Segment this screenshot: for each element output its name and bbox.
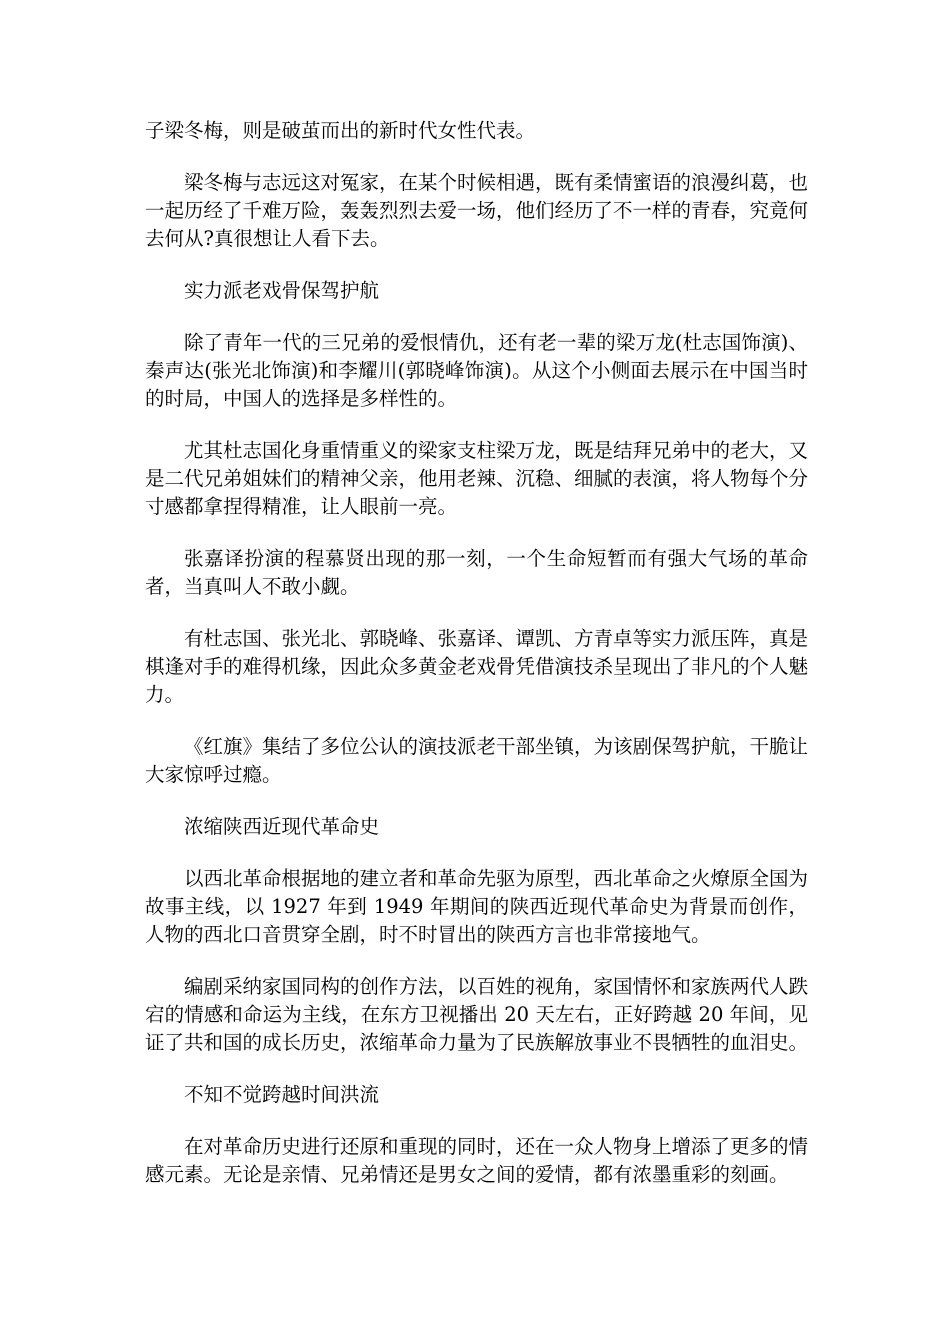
paragraph: 在对革命历史进行还原和重现的同时，还在一众人物身上增添了更多的情感元素。无论是亲情、兄弟情还是男女之间的爱情，都有浓墨重彩的刻画。 <box>145 1135 809 1186</box>
section-heading: 浓缩陕西近现代革命史 <box>184 815 380 838</box>
paragraph: 除了青年一代的三兄弟的爱恨情仇，还有老一辈的梁万龙(杜志国饰演)、秦声达(张光北饰演)和李耀川(郭晓峰饰演)。从这个小侧面去展示在中国当时的时局，中国人的选择是多样性的。 <box>145 331 808 410</box>
section-heading: 不知不觉跨越时间洪流 <box>184 1083 380 1106</box>
paragraph: 编剧采纳家国同构的创作方法，以百姓的视角，家国情怀和家族两代人跌宕的情感和命运为主线，在东方卫视播出 20 天左右，正好跨越 20 年间，见证了共和国的成长历史，浓缩革命力量为了民族解放事业不畏牺牲的血泪史。 <box>145 975 809 1054</box>
section-heading: 实力派老戏骨保驾护航 <box>184 279 380 302</box>
paragraph: 尤其杜志国化身重情重义的梁家支柱梁万龙，既是结拜兄弟中的老大，又是二代兄弟姐妹们的精神父亲，他用老辣、沉稳、细腻的表演，将人物每个分寸感都拿捏得精准，让人眼前一亮。 <box>145 439 809 518</box>
document-body <box>145 117 808 1213</box>
paragraph-continued: 子梁冬梅，则是破茧而出的新时代女性代表。 <box>145 119 536 142</box>
paragraph: 以西北革命根据地的建立者和革命先驱为原型，西北革命之火燎原全国为故事主线，以 1927 年到 1949 年期间的陕西近现代革命史为背景而创作，人物的西北口音贯穿全剧，时不时冒出的陕西方言也非常接地气。 <box>145 867 809 946</box>
paragraph: 《红旗》集结了多位公认的演技派老干部坐镇，为该剧保驾护航，干脆让大家惊呼过瘾。 <box>145 735 809 786</box>
paragraph: 梁冬梅与志远这对冤家，在某个时候相遇，既有柔情蜜语的浪漫纠葛，也一起历经了千难万险，轰轰烈烈去爱一场，他们经历了不一样的青春，究竟何去何从?真很想让人看下去。 <box>145 171 809 250</box>
paragraph: 张嘉译扮演的程慕贤出现的那一刻，一个生命短暂而有强大气场的革命者，当真叫人不敢小觑。 <box>145 547 808 598</box>
paragraph: 有杜志国、张光北、郭晓峰、张嘉译、谭凯、方青卓等实力派压阵，真是棋逢对手的难得机缘，因此众多黄金老戏骨凭借演技杀呈现出了非凡的个人魅力。 <box>145 627 809 706</box>
